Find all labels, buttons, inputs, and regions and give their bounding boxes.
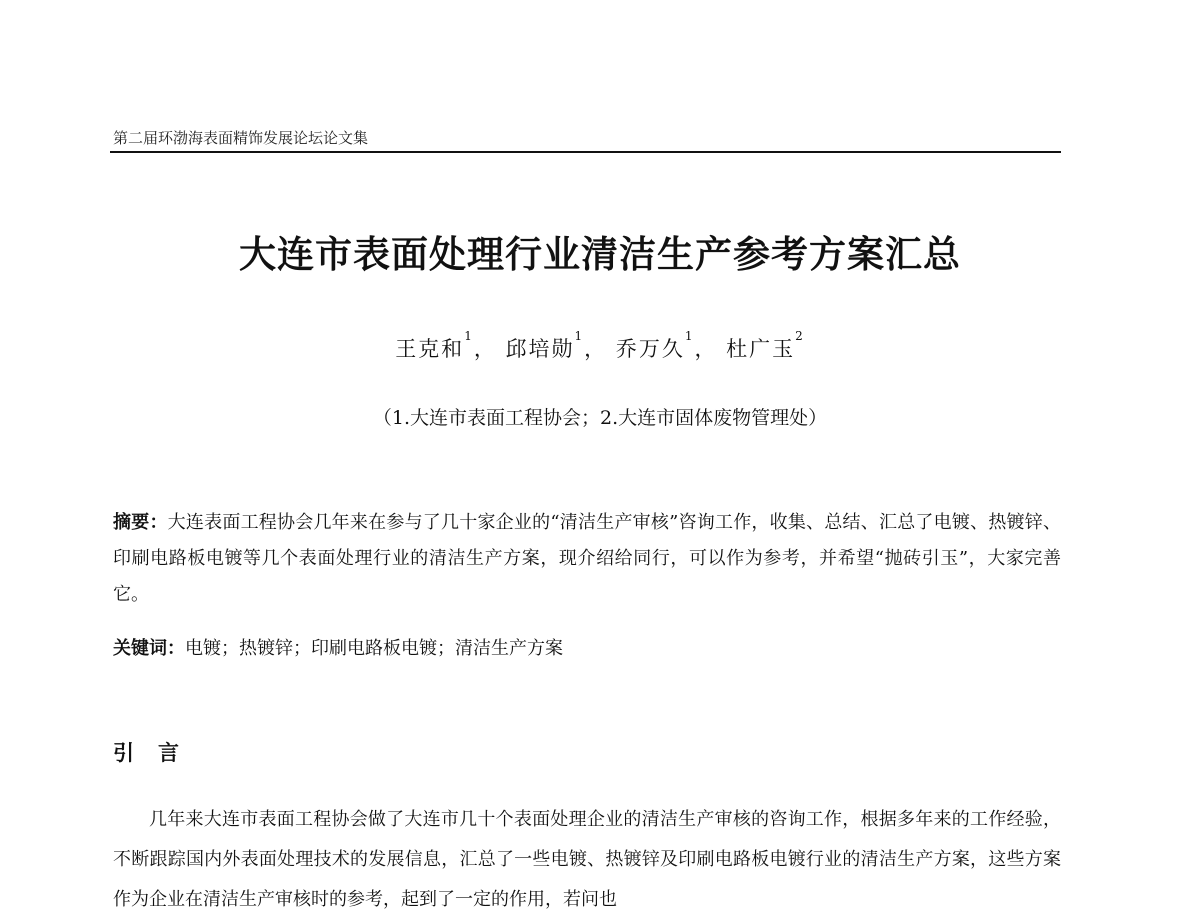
keywords-label: 关键词：	[113, 638, 185, 659]
running-head: 第二届环渤海表面精饰发展论坛论文集	[113, 129, 369, 147]
author-affiliation-mark: 1	[684, 329, 695, 343]
abstract	[113, 505, 1061, 613]
paper-title: 大连市表面处理行业清洁生产参考方案汇总	[239, 233, 961, 276]
author-name: 杜广玉	[726, 337, 796, 361]
keywords	[113, 631, 1061, 667]
keywords-text: 电镀；热镀锌；印刷电路板电镀；清洁生产方案	[185, 638, 563, 659]
author-name: 王克和	[395, 337, 465, 361]
author-list: 王克和$^1$， 邱培勋$^1$， 乔万久$^1$， 杜广玉$^2$	[395, 329, 805, 361]
section-heading-introduction: 引言	[113, 741, 203, 765]
abstract-label: 摘要：	[113, 512, 168, 533]
author-affiliation-mark: 2	[795, 329, 805, 343]
abstract-text: 大连表面工程协会几年来在参与了几十家企业的“清洁生产审核”咨询工作，收集、总结、汇总了电镀、热镀锌、印刷电路板电镀等几个表面处理行业的清洁生产方案，现介绍给同行，可以作为参考，并希望“抛砖引玉”，大家完善它。	[113, 512, 1061, 605]
author-name: 邱培勋	[505, 337, 575, 361]
affiliation-line: （1.大连市表面工程协会；2.大连市固体废物管理处）	[372, 407, 828, 429]
author-affiliation-mark: 1	[464, 329, 474, 343]
author-affiliation-mark: 1	[574, 329, 585, 343]
author-name: 乔万久	[615, 337, 685, 361]
header-rule	[110, 151, 1061, 153]
intro-paragraph: 几年来大连市表面工程协会做了大连市几十个表面处理企业的清洁生产审核的咨询工作，根据多年来的工作经验，不断跟踪国内外表面处理技术的发展信息，汇总了一些电镀、热镀锌及印刷电路板电镀行业的清洁生产方案，这些方案作为企业在清洁生产审核时的参考，起到了一定的作用，若问也	[113, 809, 1061, 910]
